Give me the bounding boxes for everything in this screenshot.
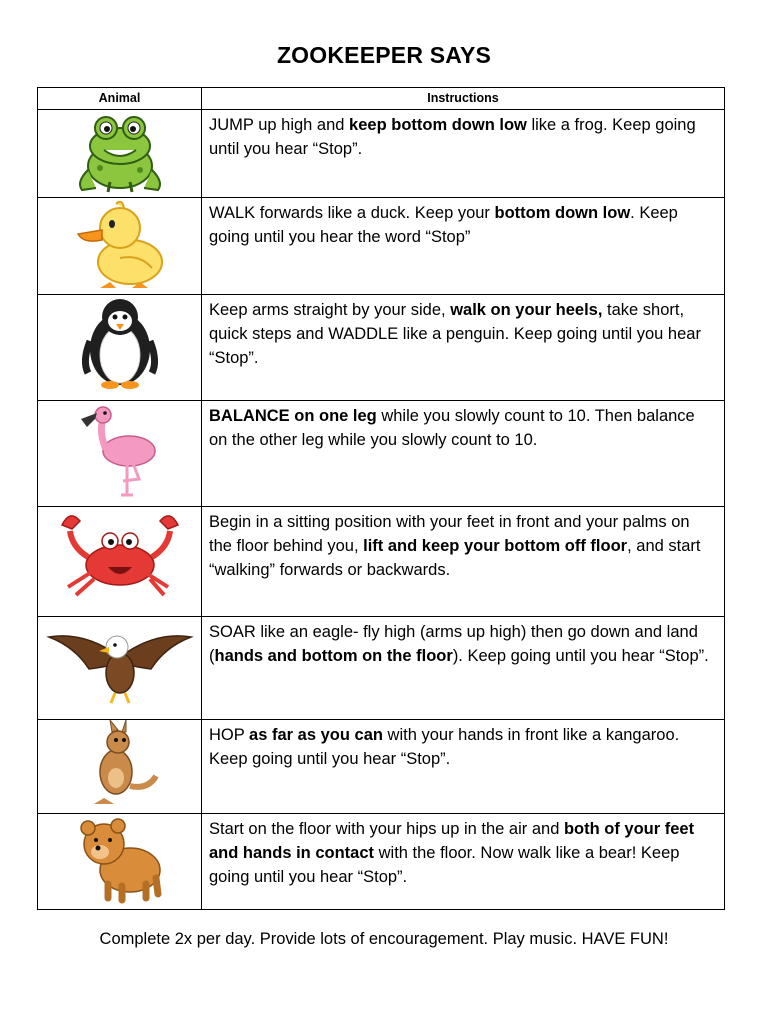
table-row — [38, 401, 725, 507]
instruction-text: SOAR like an eagle- fly high (arms up high) then go down and land ( — [209, 623, 698, 665]
instruction-emphasis: both of your feet and hands in contact — [209, 820, 695, 862]
eagle-icon — [45, 617, 195, 707]
frog-icon — [70, 110, 170, 194]
instruction-text: HOP — [209, 726, 250, 744]
instruction-text: like a frog. Keep going until you hear “Stop”. — [209, 116, 696, 158]
penguin-image-cell — [38, 295, 202, 401]
instruction-duck — [202, 198, 725, 295]
instruction-text: take short, quick steps and WADDLE like a penguin. Keep going until you hear “Stop”. — [209, 301, 701, 367]
instruction-text: WALK forwards like a duck. Keep your — [209, 204, 495, 222]
table-row — [38, 814, 725, 910]
instruction-emphasis: bottom down low — [494, 204, 631, 222]
table-row — [38, 617, 725, 720]
penguin-icon — [78, 295, 162, 391]
frog-image-cell — [38, 110, 202, 198]
header-animal: Animal — [38, 88, 202, 110]
instruction-text: Keep arms straight by your side, — [209, 301, 451, 319]
instruction-kangaroo — [202, 720, 725, 814]
table-row — [38, 198, 725, 295]
page-title: ZOOKEEPER SAYS — [276, 42, 492, 68]
table-header-row — [38, 88, 725, 110]
instruction-frog — [202, 110, 725, 198]
instruction-penguin — [202, 295, 725, 401]
instruction-text: Begin in a sitting position with your feet in front and your palms on the floor behind you, — [209, 513, 690, 555]
instruction-text: . Keep going until you hear the word “Stop” — [209, 204, 678, 246]
flamingo-image-cell — [38, 401, 202, 507]
instruction-text: while you slowly count to 10. Then balance on the other leg while you slowly count to 10. — [209, 407, 695, 449]
instruction-emphasis: walk on your heels, — [450, 301, 603, 319]
table-row — [38, 507, 725, 617]
instruction-emphasis: keep bottom down low — [349, 116, 527, 134]
bear-image-cell — [38, 814, 202, 910]
table-row — [38, 295, 725, 401]
bear-icon — [72, 814, 168, 904]
instruction-text: with your hands in front like a kangaroo. Keep going until you hear “Stop”. — [209, 726, 680, 768]
instructions-table — [37, 87, 725, 910]
flamingo-icon — [75, 401, 165, 499]
crab-image-cell — [38, 507, 202, 617]
instruction-text: Start on the floor with your hips up in the air and — [209, 820, 564, 838]
instruction-text: , and start “walking” forwards or backwards. — [209, 537, 701, 579]
crab-icon — [58, 507, 182, 599]
kangaroo-icon — [80, 720, 160, 806]
instruction-text: JUMP up high and — [209, 116, 350, 134]
instruction-text: ). Keep going until you hear “Stop”. — [452, 647, 709, 665]
kangaroo-image-cell — [38, 720, 202, 814]
instruction-emphasis: hands and bottom on the floor — [214, 647, 453, 665]
table-row — [38, 110, 725, 198]
instruction-crab — [202, 507, 725, 617]
eagle-image-cell — [38, 617, 202, 720]
instruction-text: with the floor. Now walk like a bear! Keep going until you hear “Stop”. — [209, 844, 680, 886]
header-instructions: Instructions — [202, 88, 725, 110]
instruction-emphasis: lift and keep your bottom off floor — [363, 537, 628, 555]
instruction-flamingo — [202, 401, 725, 507]
duck-image-cell — [38, 198, 202, 295]
table-row — [38, 720, 725, 814]
instruction-emphasis: as far as you can — [249, 726, 383, 744]
instruction-emphasis: BALANCE on one leg — [209, 407, 377, 425]
duck-icon — [70, 198, 170, 290]
instruction-bear — [202, 814, 725, 910]
instruction-eagle — [202, 617, 725, 720]
footer-note: Complete 2x per day. Provide lots of encouragement. Play music. HAVE FUN! — [99, 930, 669, 948]
